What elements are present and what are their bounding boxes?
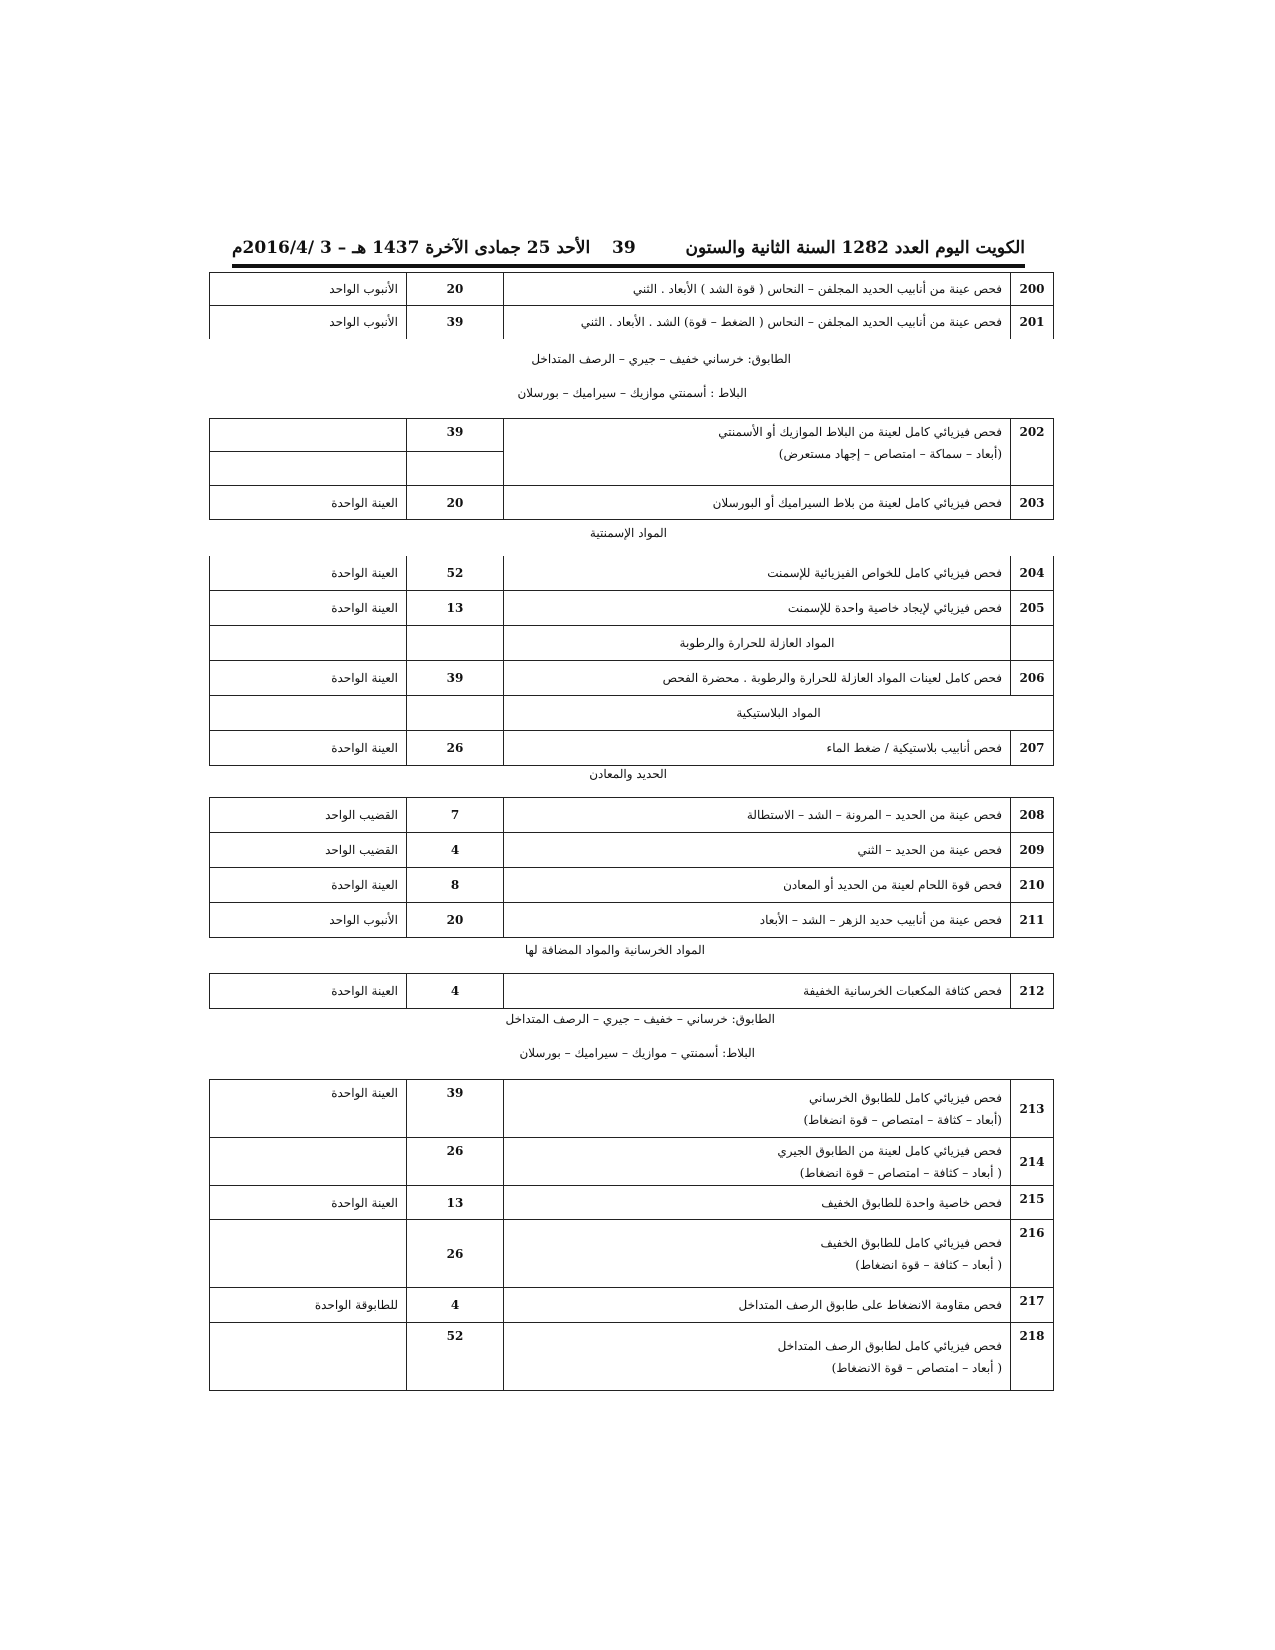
item-number: 213 [1011,1080,1054,1138]
table-row [210,1186,1054,1220]
description-line: فحص فيزيائي كامل لعينة من الطابوق الجيري [777,1143,1002,1158]
item-number: 202 [1011,419,1054,486]
table-row [210,1080,1054,1138]
item-number: 206 [1011,660,1054,695]
price-table-pipes [209,272,1054,339]
item-unit: العينة الواحدة [210,1080,407,1138]
table-row [210,419,1054,452]
item-number: 210 [1011,868,1054,903]
item-unit: الأنبوب الواحد [210,273,407,306]
table-row [210,868,1054,903]
description-detail: (أبعاد – كثافة – امتصاص – قوة انضغاط) [803,1112,1002,1127]
item-price: 39 [407,419,504,452]
description-detail: ( أبعاد – كثافة – امتصاص – قوة انضغاط) [799,1165,1002,1180]
item-unit: العينة الواحدة [210,486,407,520]
tile-types-label-2: البلاط: أسمنتي – موازيك – سيراميك – بورسلان [519,1046,755,1060]
item-number: 205 [1011,590,1054,625]
item-unit: الأنبوب الواحد [210,903,407,938]
description-line: فحص فيزيائي كامل لعينة من البلاط الموازيك أو الأسمنتي [718,425,1002,439]
price-table-cement [209,556,1054,766]
description-line: فحص فيزيائي كامل للطابوق الخرساني [808,1090,1002,1105]
item-unit [210,1138,407,1186]
item-price: 52 [407,1323,504,1391]
item-price: 20 [407,486,504,520]
item-description: فحص قوة اللحام لعينة من الحديد أو المعادن [504,868,1011,903]
item-number: 211 [1011,903,1054,938]
item-unit: العينة الواحدة [210,868,407,903]
item-unit [210,419,407,452]
table-row [210,1323,1054,1391]
brick-types-label: الطابوق: خرساني خفيف – جيري – الرصف المتداخل [531,352,791,366]
item-unit [210,1220,407,1288]
item-description [504,1220,1011,1288]
item-unit: العينة الواحدة [210,730,407,765]
item-price: 13 [407,1186,504,1220]
item-price: 26 [407,1138,504,1186]
table-row [210,1288,1054,1323]
item-number: 203 [1011,486,1054,520]
table-row [210,1138,1054,1186]
item-description: فحص فيزيائي لإيجاد خاصية واحدة للإسمنت [504,590,1011,625]
description-detail: ( أبعاد – امتصاص – قوة الانضغاط) [831,1360,1002,1375]
item-number: 218 [1011,1323,1054,1391]
item-unit: العينة الواحدة [210,660,407,695]
item-number: 214 [1011,1138,1054,1186]
item-description: فحص فيزيائي كامل لعينة من بلاط السيراميك أو البورسلان [504,486,1011,520]
item-number: 201 [1011,306,1054,339]
concrete-section-label: المواد الخرسانية والمواد المضافة لها [524,943,705,957]
description-detail: (أبعاد – سماكة – امتصاص – إجهاد مستعرض) [778,447,1002,461]
table-row [210,974,1054,1009]
item-unit: للطابوقة الواحدة [210,1288,407,1323]
item-number: 209 [1011,833,1054,868]
price-table-bricks [209,1079,1054,1391]
table-row [210,903,1054,938]
item-description [504,1138,1011,1186]
item-price: 13 [407,590,504,625]
item-price [407,695,504,730]
metals-section-label: الحديد والمعادن [589,767,667,781]
item-unit: العينة الواحدة [210,1186,407,1220]
item-price: 20 [407,903,504,938]
table-row [210,590,1054,625]
item-description: فحص عينة من أنابيب الحديد المجلفن – النحاس ( الضغط – قوة) الشد . الأبعاد . الثني [504,306,1011,339]
table-row [210,833,1054,868]
item-description: فحص مقاومة الانضغاط على طابوق الرصف المتداخل [504,1288,1011,1323]
table-row [210,730,1054,765]
item-number: 216 [1011,1220,1054,1288]
item-description: فحص عينة من الحديد – الثني [504,833,1011,868]
page-number: 39 [612,238,636,258]
table-row [210,273,1054,306]
item-price: 39 [407,306,504,339]
item-number: 204 [1011,556,1054,590]
item-description: فحص كثافة المكعبات الخرسانية الخفيفة [504,974,1011,1009]
page-header [232,238,1025,264]
item-description: فحص خاصية واحدة للطابوق الخفيف [504,1186,1011,1220]
item-number: 215 [1011,1186,1054,1220]
item-price: 52 [407,556,504,590]
item-price: 4 [407,833,504,868]
item-unit: العينة الواحدة [210,590,407,625]
item-description [504,1323,1011,1391]
item-description [504,1080,1011,1138]
item-price: 39 [407,660,504,695]
item-unit [210,1323,407,1391]
description-detail: ( أبعاد – كثافة – قوة انضغاط) [855,1257,1002,1272]
item-number: 212 [1011,974,1054,1009]
item-price: 7 [407,798,504,833]
item-number: 208 [1011,798,1054,833]
table-row [210,556,1054,590]
table-row [210,1220,1054,1288]
item-unit: القضيب الواحد [210,798,407,833]
item-description: فحص عينة من الحديد – المرونة – الشد – الاستطالة [504,798,1011,833]
tile-types-label: البلاط : أسمنتي موازيك – سيراميك – بورسلان [517,386,747,400]
brick-types-label-2: الطابوق: خرساني – خفيف – جيري – الرصف المتداخل [505,1012,775,1026]
item-number [1011,625,1054,660]
item-description: فحص أنابيب بلاستيكية / ضغط الماء [504,730,1011,765]
table-row [210,306,1054,339]
item-unit: القضيب الواحد [210,833,407,868]
description-line: فحص فيزيائي كامل لطابوق الرصف المتداخل [777,1338,1002,1353]
item-description: فحص فيزيائي كامل للخواص الفيزيائية للإسمنت [504,556,1011,590]
table-row [210,695,1054,730]
subsection-heading-insulation: المواد العازلة للحرارة والرطوبة [504,625,1011,660]
item-price: 4 [407,1288,504,1323]
price-table-metals [209,797,1054,938]
gazette-title: الكويت اليوم العدد 1282 السنة الثانية والستون [685,238,1025,258]
item-unit: الأنبوب الواحد [210,306,407,339]
item-price: 39 [407,1080,504,1138]
item-price: 26 [407,730,504,765]
table-row [210,625,1054,660]
item-description: فحص عينة من أنابيب الحديد المجلفن – النحاس ( قوة الشد ) الأبعاد . الثني [504,273,1011,306]
item-description [504,419,1011,486]
cement-section-label: المواد الإسمنتية [589,526,667,540]
item-number: 207 [1011,730,1054,765]
issue-date: الأحد 25 جمادى الآخرة 1437 هـ – 3 /2016/4م [232,238,591,258]
description-line: فحص فيزيائي كامل للطابوق الخفيف [820,1235,1002,1250]
item-price [407,452,504,486]
item-unit [210,695,407,730]
item-unit [210,452,407,486]
table-row [210,660,1054,695]
item-unit: العينة الواحدة [210,556,407,590]
item-price: 26 [407,1220,504,1288]
item-price: 20 [407,273,504,306]
header-rule [232,264,1025,268]
item-price: 8 [407,868,504,903]
price-table-concrete [209,973,1054,1009]
item-unit [210,625,407,660]
item-price [407,625,504,660]
item-number: 217 [1011,1288,1054,1323]
item-price: 4 [407,974,504,1009]
item-unit: العينة الواحدة [210,974,407,1009]
table-row [210,486,1054,520]
price-table-tiles [209,418,1054,520]
table-row [210,798,1054,833]
item-number: 200 [1011,273,1054,306]
item-description: فحص عينة من أنابيب حديد الزهر – الشد – الأبعاد [504,903,1011,938]
subsection-heading-plastics: المواد البلاستيكية [504,695,1054,730]
item-description: فحص كامل لعينات المواد العازلة للحرارة والرطوبة . محضرة الفحص [504,660,1011,695]
